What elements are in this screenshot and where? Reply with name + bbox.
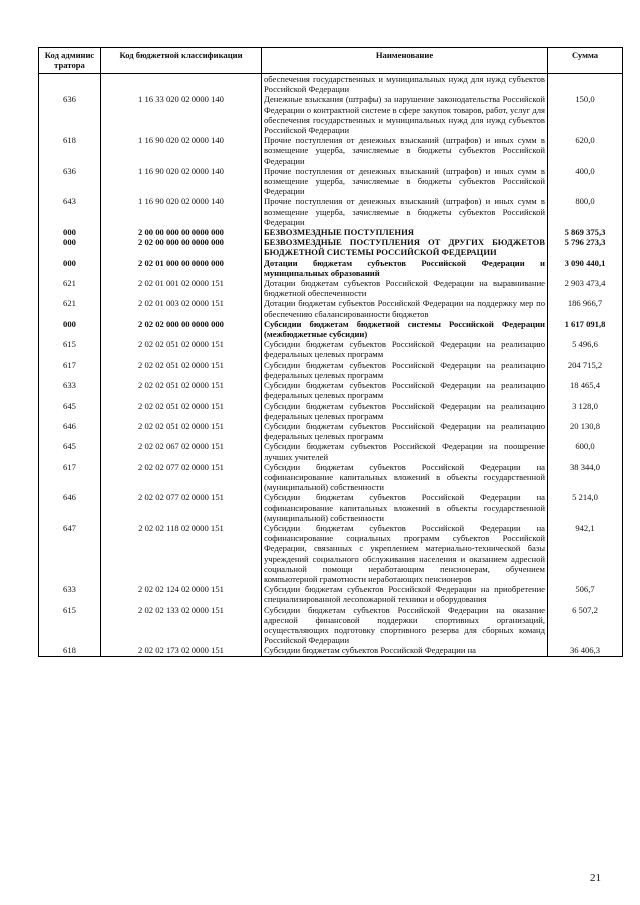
admin-code-cell: 621 (39, 278, 101, 298)
budget-code-cell: 1 16 90 020 02 0000 140 (101, 166, 262, 197)
admin-code-cell: 633 (39, 584, 101, 604)
sum-cell: 20 130,8 (548, 421, 623, 441)
page-number: 21 (590, 872, 601, 884)
table-row (39, 166, 623, 197)
name-cell: Субсидии бюджетам субъектов Российской Федерации на софинансирование капитальных вложений в объекты государственной (муниципальной) собственности (262, 492, 548, 523)
table-header-row (39, 48, 623, 74)
name-cell: Субсидии бюджетам бюджетной системы Российской Федерации (межбюджетные субсидии) (262, 319, 548, 339)
admin-code-cell: 000 (39, 258, 101, 278)
sum-cell: 5 496,6 (548, 339, 623, 359)
sum-cell: 204 715,2 (548, 360, 623, 380)
sum-cell: 38 344,0 (548, 462, 623, 493)
name-cell: Субсидии бюджетам субъектов Российской Федерации на реализацию федеральных целевых программ (262, 360, 548, 380)
admin-code-cell: 646 (39, 421, 101, 441)
budget-code-cell: 2 02 02 051 02 0000 151 (101, 380, 262, 400)
sum-cell: 620,0 (548, 135, 623, 166)
table-row (39, 462, 623, 493)
admin-code-cell: 647 (39, 523, 101, 584)
name-cell: Субсидии бюджетам субъектов Российской Федерации на реализацию федеральных целевых программ (262, 380, 548, 400)
admin-code-cell: 643 (39, 196, 101, 227)
name-cell: Прочие поступления от денежных взысканий (штрафов) и иных сумм в возмещение ущерба, зачисляемые в бюджеты субъектов Российской Федерации (262, 135, 548, 166)
table-row (39, 196, 623, 227)
table-row (39, 237, 623, 257)
admin-code-cell: 615 (39, 605, 101, 646)
admin-code-cell: 618 (39, 645, 101, 656)
sum-cell: 36 406,3 (548, 645, 623, 656)
admin-code-cell: 000 (39, 237, 101, 257)
table-row (39, 74, 623, 95)
sum-cell: 5 796 273,3 (548, 237, 623, 257)
budget-code-cell: 2 02 02 077 02 0000 151 (101, 492, 262, 523)
table-row (39, 135, 623, 166)
sum-cell: 5 214,0 (548, 492, 623, 523)
name-cell: БЕЗВОЗМЕЗДНЫЕ ПОСТУПЛЕНИЯ ОТ ДРУГИХ БЮДЖЕТОВ БЮДЖЕТНОЙ СИСТЕМЫ РОССИЙСКОЙ ФЕДЕРАЦИИ (262, 237, 548, 257)
table-row (39, 401, 623, 421)
admin-code-cell: 645 (39, 441, 101, 461)
budget-code-cell: 2 02 01 001 02 0000 151 (101, 278, 262, 298)
name-cell: обеспечения государственных и муниципальных нужд для нужд субъектов Российской Федерации (262, 74, 548, 95)
budget-code-cell: 2 02 02 051 02 0000 151 (101, 401, 262, 421)
table-row (39, 278, 623, 298)
sum-cell: 3 090 440,1 (548, 258, 623, 278)
name-cell: Субсидии бюджетам субъектов Российской Федерации на поощрение лучших учителей (262, 441, 548, 461)
sum-cell (548, 74, 623, 95)
sum-cell: 6 507,2 (548, 605, 623, 646)
header-sum: Сумма (548, 48, 623, 74)
header-budget-code: Код бюджетной классификации (101, 48, 262, 74)
document-page (38, 47, 606, 657)
sum-cell: 18 465,4 (548, 380, 623, 400)
name-cell: Прочие поступления от денежных взысканий (штрафов) и иных сумм в возмещение ущерба, зачисляемые в бюджеты субъектов Российской Федерации (262, 166, 548, 197)
sum-cell: 1 617 091,8 (548, 319, 623, 339)
table-row (39, 94, 623, 135)
sum-cell: 150,0 (548, 94, 623, 135)
budget-code-cell: 2 02 00 000 00 0000 000 (101, 237, 262, 257)
table-row (39, 421, 623, 441)
admin-code-cell (39, 74, 101, 95)
header-name: Наименование (262, 48, 548, 74)
admin-code-cell: 645 (39, 401, 101, 421)
table-row (39, 258, 623, 278)
budget-code-cell: 1 16 33 020 02 0000 140 (101, 94, 262, 135)
admin-code-cell: 636 (39, 94, 101, 135)
table-row (39, 523, 623, 584)
budget-code-cell: 1 16 90 020 02 0000 140 (101, 135, 262, 166)
admin-code-cell: 621 (39, 298, 101, 318)
admin-code-cell: 615 (39, 339, 101, 359)
admin-code-cell: 000 (39, 227, 101, 237)
budget-code-cell: 2 02 02 051 02 0000 151 (101, 360, 262, 380)
budget-code-cell: 2 02 02 067 02 0000 151 (101, 441, 262, 461)
name-cell: Субсидии бюджетам субъектов Российской Федерации на реализацию федеральных целевых программ (262, 339, 548, 359)
table-row (39, 319, 623, 339)
sum-cell: 600,0 (548, 441, 623, 461)
admin-code-cell: 618 (39, 135, 101, 166)
budget-code-cell: 2 02 02 133 02 0000 151 (101, 605, 262, 646)
name-cell: Прочие поступления от денежных взысканий (штрафов) и иных сумм в возмещение ущерба, зачисляемые в бюджеты субъектов Российской Федерации (262, 196, 548, 227)
table-row (39, 227, 623, 237)
budget-code-cell: 2 02 01 000 00 0000 000 (101, 258, 262, 278)
sum-cell: 3 128,0 (548, 401, 623, 421)
admin-code-cell: 633 (39, 380, 101, 400)
name-cell: Субсидии бюджетам субъектов Российской Федерации на реализацию федеральных целевых программ (262, 421, 548, 441)
table-row (39, 298, 623, 318)
budget-code-cell: 2 00 00 000 00 0000 000 (101, 227, 262, 237)
budget-code-cell: 2 02 02 124 02 0000 151 (101, 584, 262, 604)
sum-cell: 400,0 (548, 166, 623, 197)
name-cell: Субсидии бюджетам субъектов Российской Федерации на софинансирование социальных программ субъектов Российской Федерации, связанных с укреплением материально-технической базы учреждений социального обслуживания населения и оказанием адресной социальной помощи неработающим пенсионерам, обучением компьютерной грамотности неработающих пенсионеров (262, 523, 548, 584)
table-row (39, 584, 623, 604)
admin-code-cell: 000 (39, 319, 101, 339)
table-row (39, 441, 623, 461)
name-cell: Дотации бюджетам субъектов Российской Федерации на поддержку мер по обеспечению сбалансированности бюджетов (262, 298, 548, 318)
name-cell: Дотации бюджетам субъектов Российской Федерации и муниципальных образований (262, 258, 548, 278)
name-cell: Субсидии бюджетам субъектов Российской Федерации на реализацию федеральных целевых программ (262, 401, 548, 421)
admin-code-cell: 646 (39, 492, 101, 523)
budget-revenue-table (38, 47, 623, 657)
budget-code-cell: 2 02 02 000 00 0000 000 (101, 319, 262, 339)
admin-code-cell: 636 (39, 166, 101, 197)
table-row (39, 339, 623, 359)
name-cell: Дотации бюджетам субъектов Российской Федерации на выравнивание бюджетной обеспеченности (262, 278, 548, 298)
budget-code-cell: 2 02 02 051 02 0000 151 (101, 339, 262, 359)
header-admin-code: Код админис тратора (39, 48, 101, 74)
sum-cell: 2 903 473,4 (548, 278, 623, 298)
table-body (39, 74, 623, 657)
budget-code-cell: 2 02 02 051 02 0000 151 (101, 421, 262, 441)
table-row (39, 380, 623, 400)
table-row (39, 605, 623, 646)
sum-cell: 506,7 (548, 584, 623, 604)
name-cell: Субсидии бюджетам субъектов Российской Федерации на оказание адресной финансовой поддержки спортивных организаций, осуществляющих подготовку спортивного резерва для сборных команд Российской Федерации (262, 605, 548, 646)
name-cell: Субсидии бюджетам субъектов Российской Федерации на приобретение специализированной лесопожарной техники и оборудования (262, 584, 548, 604)
name-cell: Субсидии бюджетам субъектов Российской Федерации на (262, 645, 548, 656)
table-row (39, 645, 623, 656)
budget-code-cell (101, 74, 262, 95)
sum-cell: 186 966,7 (548, 298, 623, 318)
table-row (39, 492, 623, 523)
admin-code-cell: 617 (39, 462, 101, 493)
name-cell: Денежные взыскания (штрафы) за нарушение законодательства Российской Федерации о контрактной системе в сфере закупок товаров, работ, услуг для обеспечения государственных и муниципальных нужд для нужд субъектов Российской Федерации (262, 94, 548, 135)
sum-cell: 5 869 375,3 (548, 227, 623, 237)
name-cell: Субсидии бюджетам субъектов Российской Федерации на софинансирование капитальных вложений в объекты государственной (муниципальной) собственности (262, 462, 548, 493)
budget-code-cell: 2 02 02 077 02 0000 151 (101, 462, 262, 493)
sum-cell: 800,0 (548, 196, 623, 227)
sum-cell: 942,1 (548, 523, 623, 584)
name-cell: БЕЗВОЗМЕЗДНЫЕ ПОСТУПЛЕНИЯ (262, 227, 548, 237)
table-row (39, 360, 623, 380)
budget-code-cell: 1 16 90 020 02 0000 140 (101, 196, 262, 227)
budget-code-cell: 2 02 02 118 02 0000 151 (101, 523, 262, 584)
budget-code-cell: 2 02 02 173 02 0000 151 (101, 645, 262, 656)
budget-code-cell: 2 02 01 003 02 0000 151 (101, 298, 262, 318)
admin-code-cell: 617 (39, 360, 101, 380)
